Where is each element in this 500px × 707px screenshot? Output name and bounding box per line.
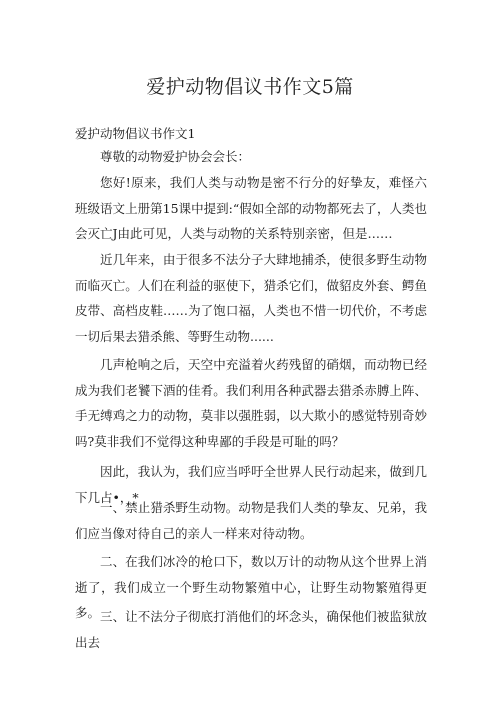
paragraph-point-2: 二、在我们冰冷的枪口下，数以万计的动物从这个世界上消逝了，我们成立一个野生动物繁殖中心，让野生动物繁殖得更多。 [75,554,427,620]
paragraph-hunting: 近几年来，由于很多不法分子大肆地捕杀，使很多野生动物而临灭亡。人们在利益的驱使下，猎杀它们，做貂皮外套、鳄鱼皮带、高档皮鞋……为了饱口福，人类也不惜一切代价，不考虑一切后果去猎杀熊、等野生动物...... [75,252,427,344]
paragraph-point-3: 三、让不法分子彻底打消他们的坏念头，确保他们被监狱放出去 [75,609,427,650]
paragraph-point-1: 一、禁止猎杀野生动物。动物是我们人类的挚友、兄弟，我们应当像对待自己的亲人一样来对待动物。 [75,500,427,541]
paragraph-intro: 您好!原来，我们人类与动物是密不行分的好挚友，难怪六班级语文上册第15课中提到:“假如全部的动物都死去了，人类也会灭亡J由此可见，人类与动物的关系特别亲密，但是…… [75,175,427,241]
section-heading: 爱护动物倡议书作文1 [75,126,196,141]
paragraph-salutation: 尊敬的动物爱护协会会长： [100,149,251,164]
document-title: 爱护动物倡议书作文5篇 [146,76,354,98]
paragraph-gunshots: 几声枪响之后，天空中充溢着火药残留的硝烟，而动物已经成为我们老饕下酒的佳肴。我们利用各种武器去猎杀赤膊上阵、手无缚鸡之力的动物，莫非以强胜弱，以大欺小的感觉特别奇妙吗?莫非我们不觉得这种卑鄙的手段是可耻的吗？ [75,357,427,449]
paragraph-appeal: 因此，我认为，我们应当呼吁全世界人民行动起来，做到几下几占•，* [75,464,427,505]
